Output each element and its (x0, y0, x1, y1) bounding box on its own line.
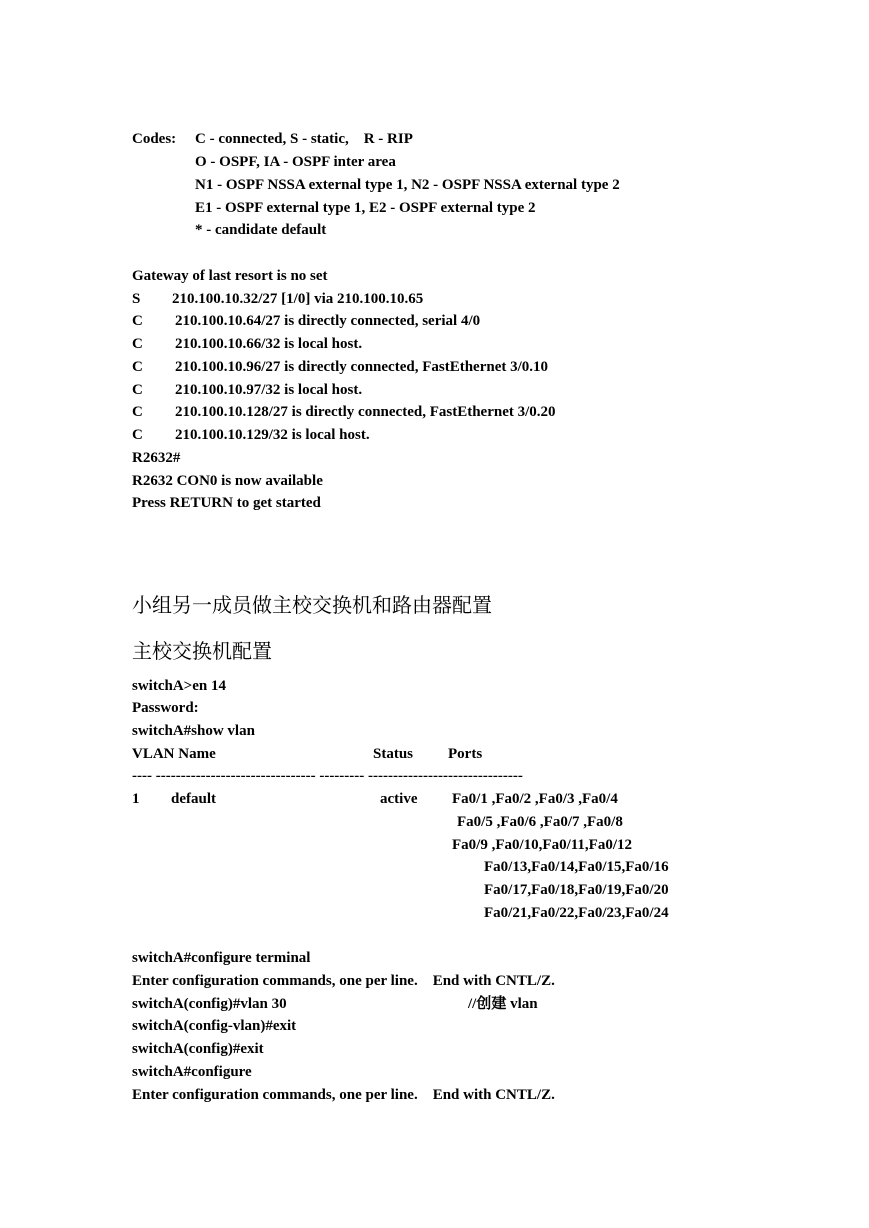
vlan-ports-line: Fa0/5 ,Fa0/6 ,Fa0/7 ,Fa0/8 (457, 814, 623, 830)
command-comment: //创建 vlan (468, 996, 538, 1012)
route-text: 210.100.10.32/27 [1/0] via 210.100.10.65 (172, 291, 424, 307)
vlan-ports-line: Fa0/13,Fa0/14,Fa0/15,Fa0/16 (484, 859, 669, 875)
command-line: switchA(config-vlan)#exit (132, 1018, 297, 1034)
password-prompt: Password: (132, 700, 199, 716)
table-separator: ---- -------------------------------- --------- ------------------------------- (132, 768, 523, 784)
press-return-text: Press RETURN to get started (132, 495, 321, 511)
vlan-status: active (380, 791, 418, 807)
command-line: switchA#configure terminal (132, 950, 311, 966)
route-text: 210.100.10.96/27 is directly connected, FastEthernet 3/0.10 (175, 359, 549, 375)
vlan-ports-line: Fa0/21,Fa0/22,Fa0/23,Fa0/24 (484, 905, 669, 921)
codes-line: C - connected, S - static, R - RIP (195, 131, 413, 147)
col-status: Status (373, 746, 414, 762)
prompt-text: R2632# (132, 450, 181, 466)
route-text: 210.100.10.129/32 is local host. (175, 427, 370, 443)
command-line: switchA(config)#exit (132, 1041, 264, 1057)
col-ports: Ports (448, 746, 483, 762)
route-text: 210.100.10.128/27 is directly connected, FastEthernet 3/0.20 (175, 404, 556, 420)
route-code: C (132, 382, 143, 398)
route-code: C (132, 404, 143, 420)
route-text: 210.100.10.64/27 is directly connected, serial 4/0 (175, 313, 481, 329)
codes-label: Codes: (132, 131, 177, 147)
route-text: 210.100.10.97/32 is local host. (175, 382, 363, 398)
command-line: switchA#show vlan (132, 723, 255, 739)
vlan-ports-line: Fa0/1 ,Fa0/2 ,Fa0/3 ,Fa0/4 (452, 791, 618, 807)
codes-line: E1 - OSPF external type 1, E2 - OSPF external type 2 (195, 200, 536, 216)
codes-line: N1 - OSPF NSSA external type 1, N2 - OSPF NSSA external type 2 (195, 177, 620, 193)
route-code: C (132, 336, 143, 352)
codes-line: O - OSPF, IA - OSPF inter area (195, 154, 396, 170)
vlan-name: default (171, 791, 216, 807)
route-text: 210.100.10.66/32 is local host. (175, 336, 363, 352)
vlan-ports-line: Fa0/17,Fa0/18,Fa0/19,Fa0/20 (484, 882, 669, 898)
command-line: switchA(config)#vlan 30 (132, 996, 287, 1012)
command-line: switchA#configure (132, 1064, 252, 1080)
vlan-id: 1 (132, 791, 140, 807)
con0-text: R2632 CON0 is now available (132, 473, 323, 489)
subsection-heading: 主校交换机配置 (132, 639, 272, 663)
col-vlan-name: VLAN Name (132, 746, 216, 762)
section-heading: 小组另一成员做主校交换机和路由器配置 (132, 593, 492, 617)
vlan-ports-line: Fa0/9 ,Fa0/10,Fa0/11,Fa0/12 (452, 837, 632, 853)
command-line: switchA>en 14 (132, 678, 226, 694)
config-hint: Enter configuration commands, one per line. End with CNTL/Z. (132, 973, 555, 989)
config-hint: Enter configuration commands, one per line. End with CNTL/Z. (132, 1087, 555, 1103)
codes-line: * - candidate default (195, 222, 327, 238)
route-code: C (132, 359, 143, 375)
gateway-text: Gateway of last resort is no set (132, 268, 328, 284)
route-code: C (132, 313, 143, 329)
route-code: S (132, 291, 141, 307)
route-code: C (132, 427, 143, 443)
